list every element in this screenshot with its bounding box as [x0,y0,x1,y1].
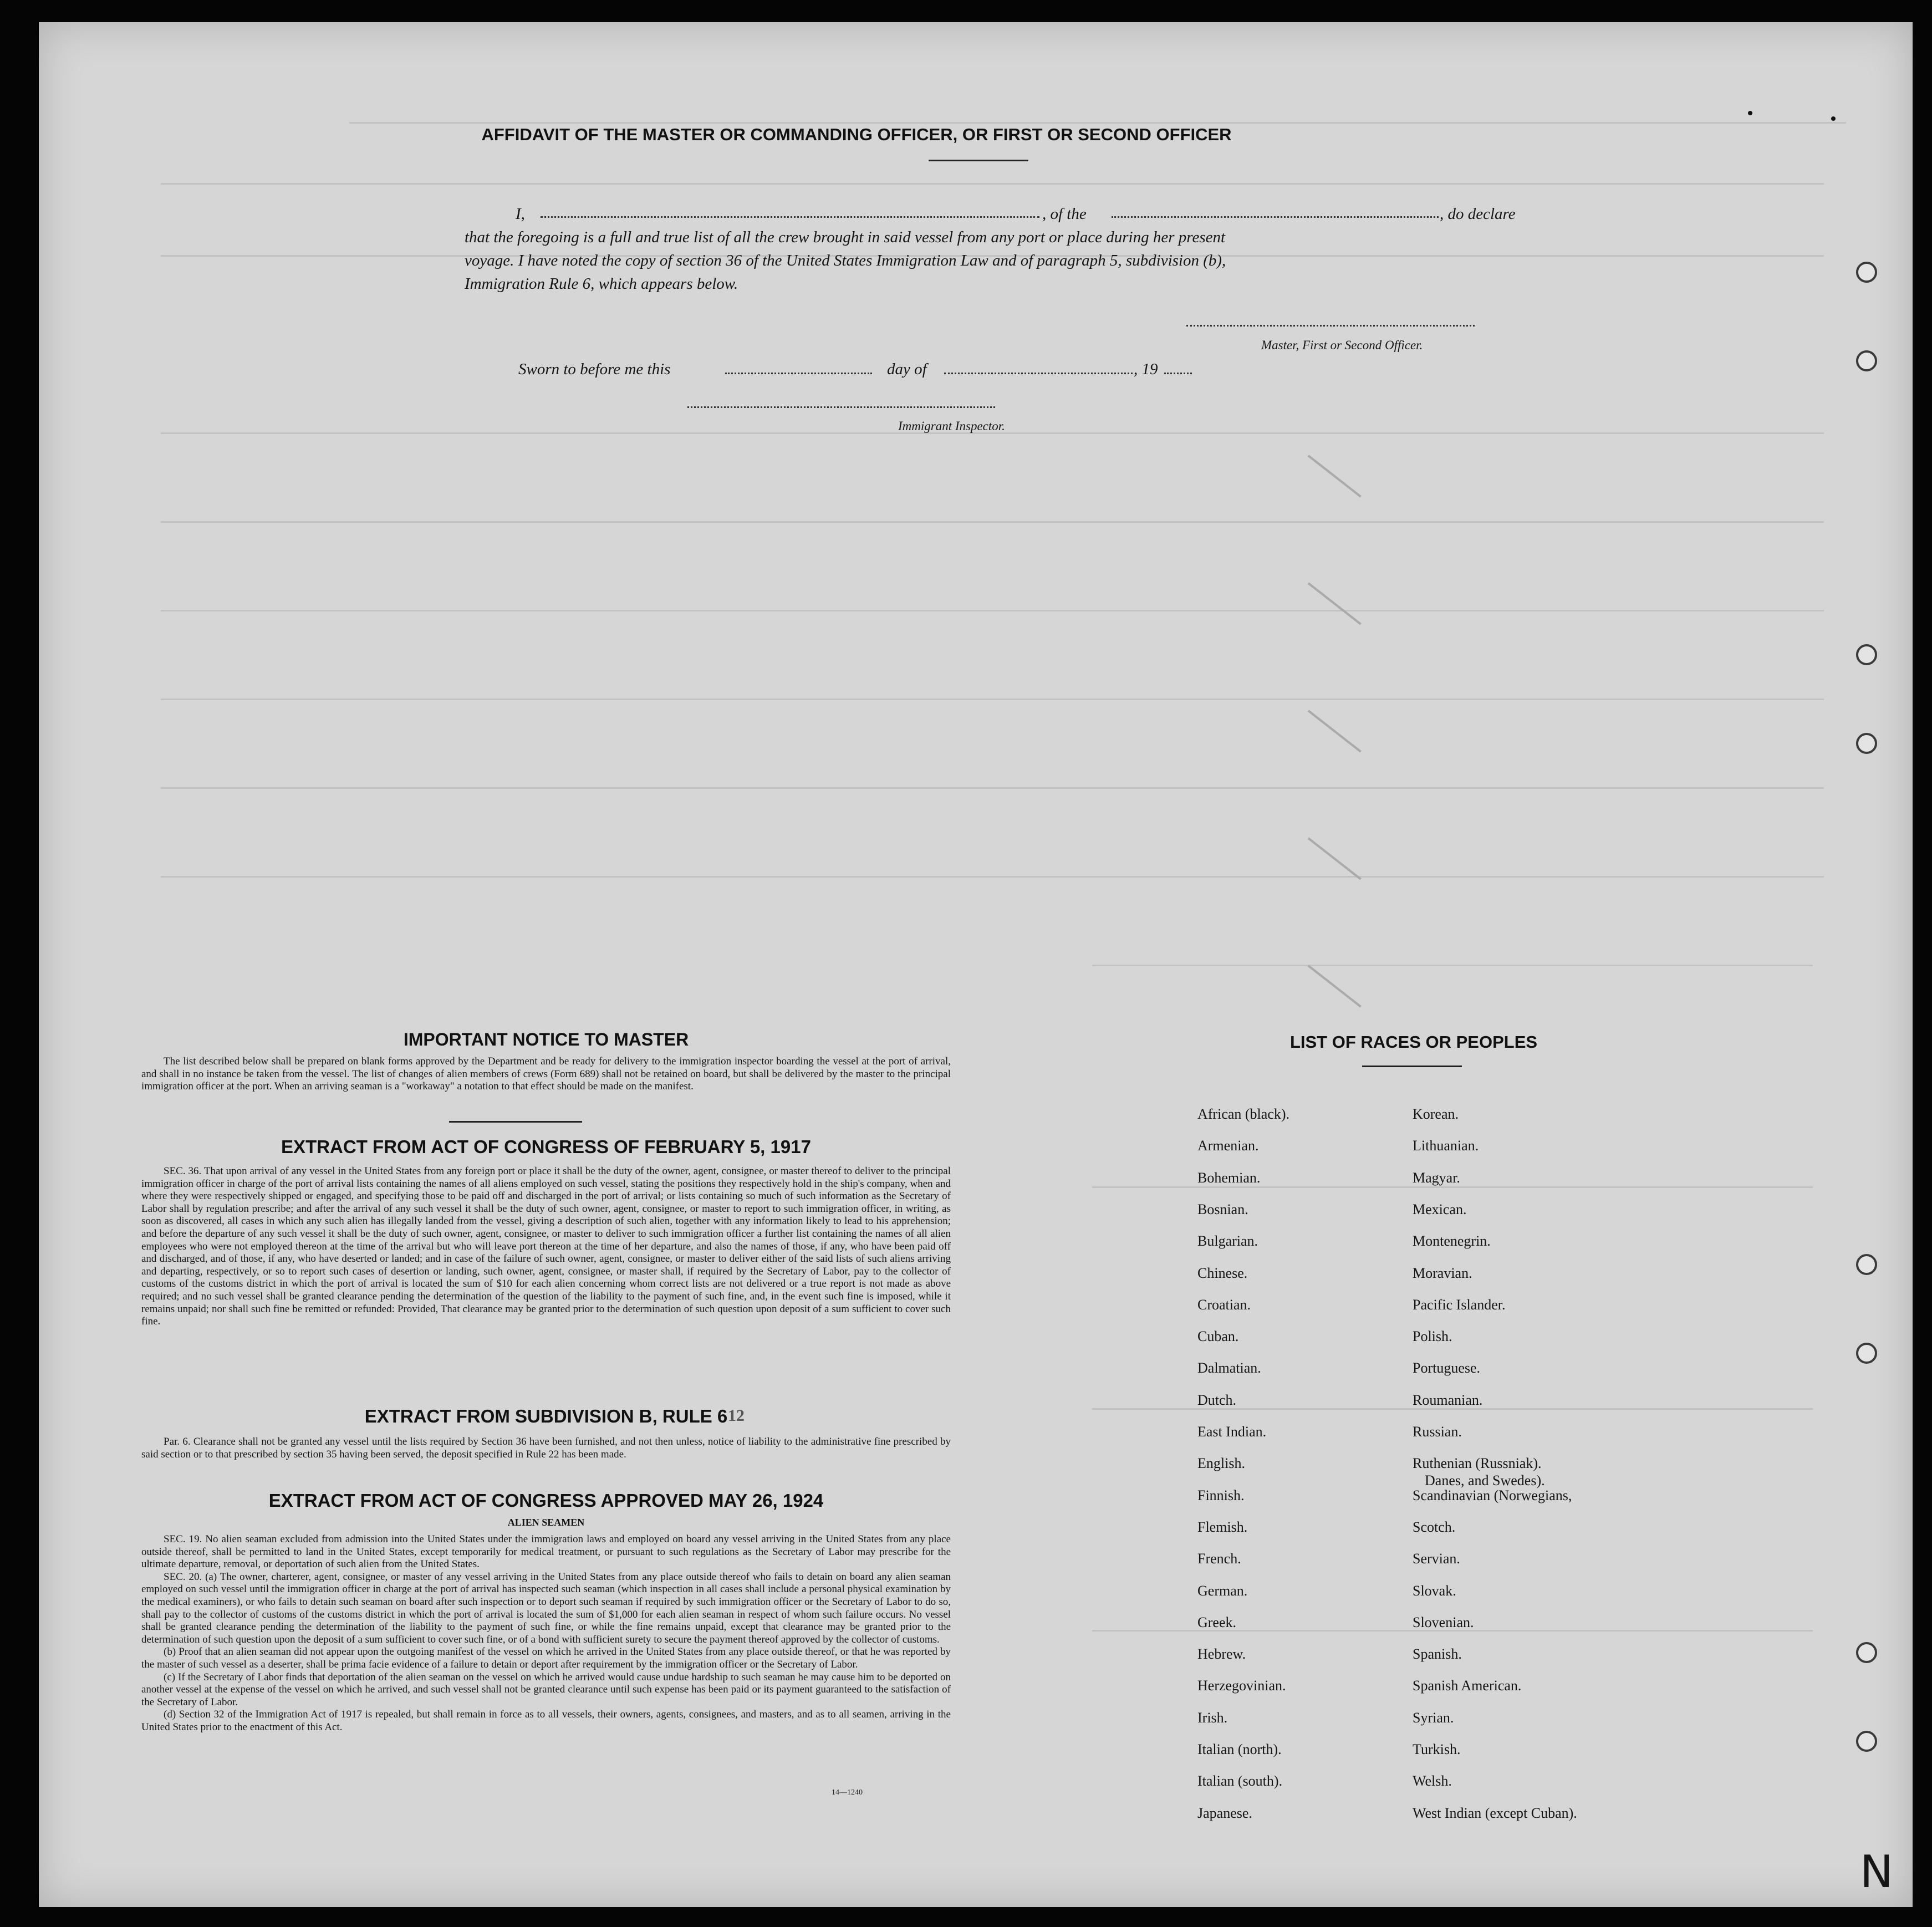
races-title: LIST OF RACES OR PEOPLES [1289,1032,1538,1052]
binder-hole [1856,1731,1877,1752]
race-item: Japanese. [1197,1804,1252,1821]
race-item: Servian. [1413,1551,1460,1567]
binder-hole [1856,1642,1877,1663]
bleed-through-line [161,183,1824,185]
affidavit-vessel-field[interactable] [1112,216,1439,218]
pencil-check-mark [1308,455,1362,497]
race-item: Croatian. [1197,1296,1251,1313]
race-item: Scotch. [1413,1518,1456,1535]
act1924-paragraph: (d) Section 32 of the Immigration Act of 1917 is repealed, but shall remain in force as to all vessels, their owners, agents, consignees, and masters, and as to all seamen, arriving in the United States prior to the enactment of this Act. [141,1709,951,1733]
affidavit-title: AFFIDAVIT OF THE MASTER OR COMMANDING OFFICER, OR FIRST OR SECOND OFFICER [481,125,1232,144]
sworn-line-start: Sworn to before me this [518,360,671,378]
race-item-continuation: Danes, and Swedes). [1425,1472,1545,1488]
master-signature-label: Master, First or Second Officer. [1261,338,1423,352]
affidavit-line2: that the foregoing is a full and true list of all the crew brought in said vessel from any port or place during her present [465,228,1226,246]
sworn-day-field[interactable] [725,373,872,374]
ink-dot [1748,111,1752,115]
rule6-body [141,1436,951,1461]
race-item: Bosnian. [1197,1201,1248,1217]
race-item: Italian (north). [1197,1741,1282,1757]
affidavit-line4: Immigration Rule 6, which appears below. [465,275,738,293]
race-item: Russian. [1413,1424,1462,1440]
act1924-subtitle: ALIEN SEAMEN [507,1517,585,1528]
notice-body [141,1056,951,1093]
document-sheet [39,22,1913,1907]
corner-mark: N [1860,1846,1893,1898]
race-item: Lithuanian. [1413,1138,1479,1154]
race-item: English. [1197,1455,1245,1472]
affidavit-line1-mid: , of the [1042,205,1087,223]
race-item: Hebrew. [1197,1646,1246,1663]
race-item: Welsh. [1413,1773,1452,1790]
sworn-year-field[interactable] [1164,373,1192,374]
race-item: German. [1197,1582,1248,1599]
race-item: Ruthenian (Russniak). [1413,1455,1542,1472]
race-item: Pacific Islander. [1413,1296,1506,1313]
bleed-through-line [161,876,1824,878]
affidavit-line1-end: , do declare [1440,205,1516,223]
race-item: Mexican. [1413,1201,1467,1217]
pencil-check-mark [1308,710,1362,752]
stray-number: 12 [728,1406,745,1425]
race-item: Portuguese. [1413,1360,1481,1377]
master-signature-field[interactable] [1186,325,1475,327]
binder-hole [1856,733,1877,754]
race-item: Korean. [1413,1106,1459,1122]
affidavit-line3: voyage. I have noted the copy of section 36 of the United States Immigration Law and of paragraph 5, subdivision (b), [465,252,1226,269]
bleed-through-line [1092,965,1813,966]
race-item: Chinese. [1197,1265,1248,1281]
race-item: Moravian. [1413,1265,1472,1281]
ink-dot [1831,116,1836,121]
race-item: French. [1197,1551,1241,1567]
binder-hole [1856,1254,1877,1275]
affidavit-name-field[interactable] [541,216,1039,218]
race-item: Slovak. [1413,1582,1456,1599]
form-number: 14—1240 [832,1788,863,1797]
race-item: Armenian. [1197,1138,1259,1154]
race-item: Syrian. [1413,1709,1454,1726]
race-item: Spanish American. [1413,1678,1522,1694]
race-item: Dutch. [1197,1391,1237,1408]
bleed-through-text [349,100,1846,105]
race-item: Bulgarian. [1197,1233,1258,1250]
affidavit-line1-start: I, [516,205,525,223]
notice-title: IMPORTANT NOTICE TO MASTER [403,1029,689,1049]
race-item: Polish. [1413,1328,1452,1345]
race-item: Scandinavian (Norwegians, [1413,1487,1572,1503]
inspector-signature-field[interactable] [687,406,995,408]
pencil-check-mark [1308,582,1362,625]
sworn-line-mid: day of [887,360,927,378]
act1917-paragraph: SEC. 36. That upon arrival of any vessel in the United States from any foreign port or place it shall be the duty of the owner, agent, consignee, or master thereof to deliver to the principal immigration officer in charge of the port of arrival lists containing the names of all aliens employed on such vessel, stating the positions they respectively hold in the ship's company, when and where they were respectively shipped or engaged, and specifying those to be paid off and discharged in the port of arrival; or lists containing so much of such information as the Secretary of Labor shall by regulation prescribe; and after the arrival of any such vessel it shall be the duty of such owner, agent, consignee, or master to report to such immigration officer, in writing, as soon as discovered, all cases in which any such alien has illegally landed from the vessel, giving a description of such alien, together with any information likely to lead to his apprehension; and before the departure of any such vessel it shall be the duty of such owner, agent, consignee, or master to deliver to such immigration officer a further list containing the names of all alien employees who were not employed thereon at the time of the arrival but who will leave port thereon at the time of her departure, and also the names of those, if any, who have been paid off and discharged, and of those, if any, who have deserted or landed; and in case of the failure of such owner, agent, consignee, or master to deliver either of the said lists of such aliens arriving and departing, respectively, or so to report such cases of desertion or landing, such owner, agent, consignee, or master shall, if required by the Secretary of Labor, pay to the collector of customs of the customs district in which the port of arrival is located the sum of $10 for each alien concerning whom correct lists are not delivered or a true report is not made as above required; and no such vessel shall be granted clearance pending the determination of the question of the liability to the payment of such fine, and, in the event such fine is imposed, while it remains unpaid; nor shall such fine be remitted or refunded: Provided, That clearance may be granted prior to the determination of such question upon deposit of a sum sufficient to cover such fine. [141,1165,951,1328]
binder-hole [1856,350,1877,371]
race-item: African (black). [1197,1106,1290,1122]
race-item: Finnish. [1197,1487,1245,1503]
act1917-body [141,1165,951,1328]
act1924-paragraph: SEC. 19. No alien seaman excluded from admission into the United States under the immigration laws and employed on board any vessel arriving in the United States from any place outside thereof, shall be permitted to land in the United States, except temporarily for medical treatment, or pursuant to such regulations as the Secretary of Labor may prescribe for the ultimate departure, removal, or deportation of such alien from the United States. [141,1533,951,1571]
race-item: East Indian. [1197,1424,1267,1440]
act1924-paragraph: SEC. 20. (a) The owner, charterer, agent, consignee, or master of any vessel arriving in the United States from any place outside thereof who fails to detain on board any alien seaman employed on such vessel until the immigration officer in charge at the port of arrival has inspected such seaman (which inspection in all cases shall include a personal physical examination by the medical examiners), or who fails to detain such seaman on board after such inspection or to deport such seaman if required by such immigration officer or the Secretary of Labor to do so, shall pay to the collector of customs of the customs district in which the port of arrival is located the sum of $1,000 for each alien seaman in respect of whom such failure occurs. No vessel shall be granted clearance pending the determination of the liability to the payment of such fine, or while the fine remains unpaid, except that clearance may be granted prior to the determination of such question upon the deposit of a sum sufficient to cover such fine, or of a bond with sufficient surety to secure the payment thereof approved by the collector of customs. [141,1571,951,1645]
binder-hole [1856,262,1877,283]
notice-rule [449,1121,582,1123]
pencil-check-mark [1308,837,1362,880]
bleed-through-line [161,787,1824,789]
act1924-paragraph: (c) If the Secretary of Labor finds that deportation of the alien seaman on the vessel on which he arrived would cause undue hardship to such seaman he may cause him to be deported on another vessel at the expense of the vessel on which he arrived, and such vessel shall not be granted clearance until such expense has been paid or its payment guaranteed to the satisfaction of the Secretary of Labor. [141,1671,951,1708]
race-item: Montenegrin. [1413,1233,1491,1250]
act1917-title: EXTRACT FROM ACT OF CONGRESS OF FEBRUARY 5, 1917 [281,1136,811,1157]
sworn-line-end: , 19 [1134,360,1158,378]
bleed-through-line [161,699,1824,700]
pencil-check-mark [1308,965,1362,1007]
race-item: Italian (south). [1197,1773,1283,1790]
notice-paragraph: The list described below shall be prepared on blank forms approved by the Department and be ready for delivery to the immigration inspector boarding the vessel at the port of arrival, and shall in no instance be taken from the vessel. The list of changes of alien members of crews (Form 689) shall not be retained on board, but shall be delivered by the master to the principal immigration officer at the port. When an arriving seaman is a "workaway" a notation to that effect should be made on the manifest. [141,1056,951,1093]
race-item: Turkish. [1413,1741,1461,1757]
binder-hole [1856,644,1877,665]
rule6-title: EXTRACT FROM SUBDIVISION B, RULE 6 [364,1406,728,1426]
act1924-body [141,1533,951,1734]
binder-hole [1856,1343,1877,1364]
race-item: Irish. [1197,1709,1228,1726]
race-item: Bohemian. [1197,1169,1261,1186]
bleed-through-line [161,610,1824,611]
bleed-through-line [1092,1186,1813,1188]
race-item: Flemish. [1197,1518,1248,1535]
affidavit-title-rule [929,160,1028,161]
race-item: Greek. [1197,1614,1237,1630]
race-item: Slovenian. [1413,1614,1474,1630]
inspector-signature-label: Immigrant Inspector. [898,419,1005,433]
bleed-through-line [161,521,1824,523]
race-item: West Indian (except Cuban). [1413,1804,1577,1821]
race-item: Herzegovinian. [1197,1678,1286,1694]
race-item: Magyar. [1413,1169,1460,1186]
rule6-paragraph: Par. 6. Clearance shall not be granted any vessel until the lists required by Section 36 have been furnished, and not then unless, notice of liability to the administrative fine prescribed by said section or to that prescribed by section 35 having been served, the deposit specified in Rule 22 has been made. [141,1436,951,1460]
race-item: Spanish. [1413,1646,1462,1663]
act1924-title: EXTRACT FROM ACT OF CONGRESS APPROVED MAY 26, 1924 [268,1490,824,1511]
act1924-paragraph: (b) Proof that an alien seaman did not appear upon the outgoing manifest of the vessel on which he arrived in the United States from any place outside thereof, or that he was reported by the master of such vessel as a deserter, shall be prima facie evidence of a failure to detain or deport after requirement by the immigration officer or the Secretary of Labor. [141,1646,951,1670]
race-item: Dalmatian. [1197,1360,1261,1377]
race-item: Cuban. [1197,1328,1239,1345]
race-item: Roumanian. [1413,1391,1483,1408]
sworn-month-field[interactable] [944,373,1133,374]
races-title-rule [1362,1066,1462,1067]
bleed-through-line [349,122,1846,124]
